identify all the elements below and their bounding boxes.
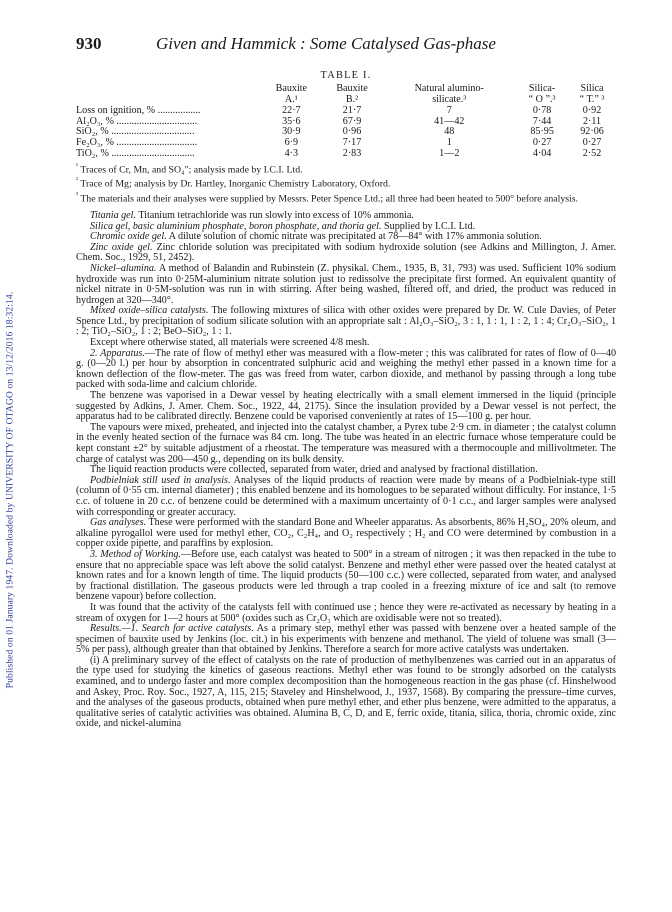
footnote: $^{^3}$ The materials and their analyses were supplied by Messrs. Peter Spence Ltd.; all three had been heated to 500° before analysis. — [76, 191, 579, 204]
column-header: Natural alumino- silicate.³ — [414, 83, 484, 105]
table-cell: 0·78 — [532, 105, 552, 117]
paragraph: Gas analyses. These were performed with the standard Bone and Wheeler apparatus. As absorbents, 86% H₂SO₄, 20% oleum, and alkaline pyrogallol were used for methyl ether, CO₂, C₂H₄, and O₂ respectively ; H₂ and CO were determined by combustion in a copper oxide pipette, and paraffins by explosion. — [76, 517, 617, 550]
table-row — [76, 149, 616, 160]
paragraph: The benzene was vaporised in a Dewar vessel by heating electrically with a small element immersed in the liquid (principle suggested by Adkins, J. Amer. Chem. Soc., 1922, 44, 2175). Since the insulation provided by a Dewar vessel is not perfect, the apparatus had to be calibrated directly. Benzene could be vaporised conveniently at rates of 15—100 g. per hour. — [76, 390, 616, 423]
table-cell: 2·83 — [342, 147, 362, 159]
table-cell: 22·7 — [282, 105, 301, 117]
download-watermark-text: Published on 01 January 1947. Downloaded by UNIVERSITY OF OTAGO on 13/12/2016 18:32:14. — [4, 291, 16, 689]
paragraph: 2. Apparatus.—The rate of flow of methyl ether was measured with a flow-meter ; this was calibrated for rates of flow of 0—40 g. (0—20 l.) per hour by absorption in concentrated sulphuric acid and weighing the methyl ether passed in a known time for a known deflection of the flow-meter. The gas was freed from water, carbon dioxide, and methanol by passing through a long tube packed with soda-lime and calcium chloride. — [76, 347, 616, 391]
paragraph: (i) A preliminary survey of the effect of catalysts on the rate of production of methylbenzenes was carried out in an apparatus of the type used for studying the kinetics of gaseous reactions. Methyl ether was found to be strongly adsorbed on the catalysts examined, and to undergo faster and more complex decomposition than the homogeneous reaction in the gas phase (cf. Hinshelwood and Askey, Proc. Roy. Soc., 1927, A, 115, 215; Staveley and Hinshelwood, J., 1937, 1568). By comparing the pressure–time curves, and the analyses of the gaseous products, obtained when pure methyl ether, and ether plus benzene, were admitted to the apparatus, a qualitative series of catalytic activities was obtained. Alumina B, C, D, and E, ferric oxide, titania, silica, thoria, chromic oxide, zinc oxide, and nickel-alumina — [76, 654, 616, 730]
page-header — [76, 34, 616, 56]
paragraph: Chromic oxide gel. A dilute solution of chomic nitrate was precipitated at 78—84° with 17% ammonia solution. — [90, 231, 542, 243]
table-header-row — [76, 84, 616, 106]
table-cell: 0·96 — [342, 126, 362, 138]
paragraph: The vapours were mixed, preheated, and injected into the catalyst chamber, a Pyrex tube 2·9 cm. in diameter ; the catalyst column in the evenly heated section of the furnace was 84 cm. long. The tube was heated in an electric furnace whose temperature could be kept constant ±2° by suitable adjustment of a rheostat. The temperature was measured with a thermocouple and millivoltmeter. The charge of catalyst was 200—450 g., depending on its bulk density. — [76, 421, 616, 465]
table-cell: 67·9 — [342, 115, 362, 127]
table-cell: 2·11 — [582, 115, 602, 127]
table-cell: 1—2 — [439, 147, 460, 159]
composition-table — [76, 84, 616, 159]
paragraph: Titania gel. Titanium tetrachloride was run slowly into excess of 10% ammonia. — [90, 209, 414, 221]
column-header: Bauxite A.¹ — [275, 83, 308, 105]
table-row — [76, 138, 616, 149]
table-cell: 7·44 — [532, 115, 552, 127]
footnote: $^{^1}$ Traces of Cr, Mn, and SO₄″; analysis made by I.C.I. Ltd. — [76, 163, 303, 176]
row-label-header — [76, 84, 261, 106]
table-cell: 21·7 — [342, 105, 362, 117]
table-cell: 30·9 — [282, 126, 301, 138]
paragraph: 3. Method of Working.—Before use, each catalyst was heated to 500° in a stream of nitrogen ; it was then repacked in the tube to ensure that no appreciable space was left above the solid catalyst. Benzene and methyl ether were passed over the heated catalyst at known rates and for a known length of time. The liquid products (50—100 c.c.) were collected, separated from water, and analysed by fractional distillation. The gaseous products were led through a trap cooled in a freezing mixture of ice and salt (to remove benzene vapour) before collection. — [76, 548, 617, 603]
download-watermark — [3, 120, 17, 860]
footnote: $^{^2}$ Trace of Mg; analysis by Dr. Hartley, Inorganic Chemistry Laboratory, Oxford. — [76, 177, 391, 190]
row-label: Loss on ignition, % ................. — [76, 105, 201, 117]
table-footnotes — [76, 161, 616, 204]
table-cell: 4·04 — [532, 147, 552, 159]
paragraph: Mixed oxide–silica catalysts. The following mixtures of silica with other oxides were prepared by Dr. W. Cule Davies, of Peter Spence Ltd., by precipitation of sodium silicate solution with an appropriate salt : Al₂O₃–SiO₂, 3 : 1, 1 : 1, 1 : 2, 1 : 4; Cr₂O₃–SiO₂, 1 : 2; TiO₂–SiO₂, 1 : 2; BeO–SiO₂, 1 : 1. — [76, 305, 617, 338]
table-cell: 0·27 — [532, 136, 552, 148]
table-cell: 6·9 — [284, 136, 299, 148]
table-cell: 0·27 — [582, 136, 602, 148]
table-cell: 48 — [444, 126, 455, 138]
paragraph: Results.—1. Search for active catalysts. As a primary step, methyl ether was passed with benzene over a heated sample of the specimen of bauxite used by Jenkins (loc. cit.) in his experiments with benzene and methanol. The yield of toluene was small (3—5% per pass), although greater than that obtained by Jenkins. Therefore a search for more active catalysts was undertaken. — [76, 623, 617, 656]
column-header: Silica “ T.” ³ — [579, 83, 605, 105]
table-cell: 2·52 — [582, 147, 602, 159]
paragraph: Nickel–alumina. A method of Balandin and Rubinstein (Z. physikal. Chem., 1935, B, 31, 793) was used. Sufficient 10% sodium hydroxide was run into 0·25M-aluminium nitrate solution just to redissolve the precipitate first formed. An equivalent quantity of nickel nitrate in 0·5M-solution was run in with stirring. After being washed, filtered off, and dried, the product was reduced in hydrogen at 320—340°. — [76, 262, 616, 306]
table-cell: 0·92 — [582, 105, 602, 117]
journal-page — [76, 34, 616, 730]
table-cell: 35·6 — [282, 115, 301, 127]
paragraph: Silica gel, basic aluminium phosphate, boron phosphate, and thoria gel. Supplied by I.C.I. Ltd. — [90, 220, 476, 232]
column-header: Bauxite B.² — [336, 83, 368, 105]
table-cell: 85·95 — [530, 126, 554, 138]
body-text — [76, 211, 616, 730]
table-cell: 92·06 — [580, 126, 604, 138]
running-title: Given and Hammick : Some Catalysed Gas-phase — [156, 34, 496, 53]
paragraph: The liquid reaction products were collected, separated from water, dried and analysed by fractional distillation. — [90, 464, 538, 476]
table-caption: TABLE I. — [320, 70, 372, 81]
table-cell: 4·3 — [284, 147, 299, 159]
row-label: Fe₂O₃, % ................................ — [76, 136, 198, 148]
table-cell: 7·17 — [342, 136, 362, 148]
paragraph: Except where otherwise stated, all materials were screened 4/8 mesh. — [90, 337, 370, 349]
paragraph: It was found that the activity of the catalysts fell with continued use ; hence they were re-activated as necessary by heating in a stream of oxygen for 1—2 hours at 500° (oxides such as Cr₂O₃ which are oxidisable were not so treated). — [76, 601, 616, 624]
paragraph: Zinc oxide gel. Zinc chloride solution was precipitated with sodium hydroxide solution (see Adkins and Millington, J. Amer. Chem. Soc., 1929, 51, 2452). — [76, 241, 616, 264]
page-number: 930 — [76, 34, 102, 53]
table-cell: 1 — [446, 136, 452, 148]
row-label: Al₂O₃, % ................................ — [76, 115, 198, 127]
row-label: SiO₂, % ................................. — [76, 126, 195, 138]
row-label: TiO₂, % ................................. — [76, 147, 195, 159]
column-header: Silica- “ O ”.³ — [528, 83, 556, 105]
paragraph: Podbielniak still used in analysis. Analyses of the liquid products of reaction were made by means of a Podbielniak-type still (column of 0·55 cm. internal diameter) ; this enabled benzene and its homologues to be separated without difficulty. For instance, 1·5 c.c. of toluene in 20 c.c. of benzene could be determined with a maximum uncertainty of 0·1 c.c., and larger samples were analysed with corresponding or greater accuracy. — [76, 474, 616, 518]
table-cell: 41—42 — [434, 115, 465, 127]
table-cell: 7 — [446, 105, 452, 117]
